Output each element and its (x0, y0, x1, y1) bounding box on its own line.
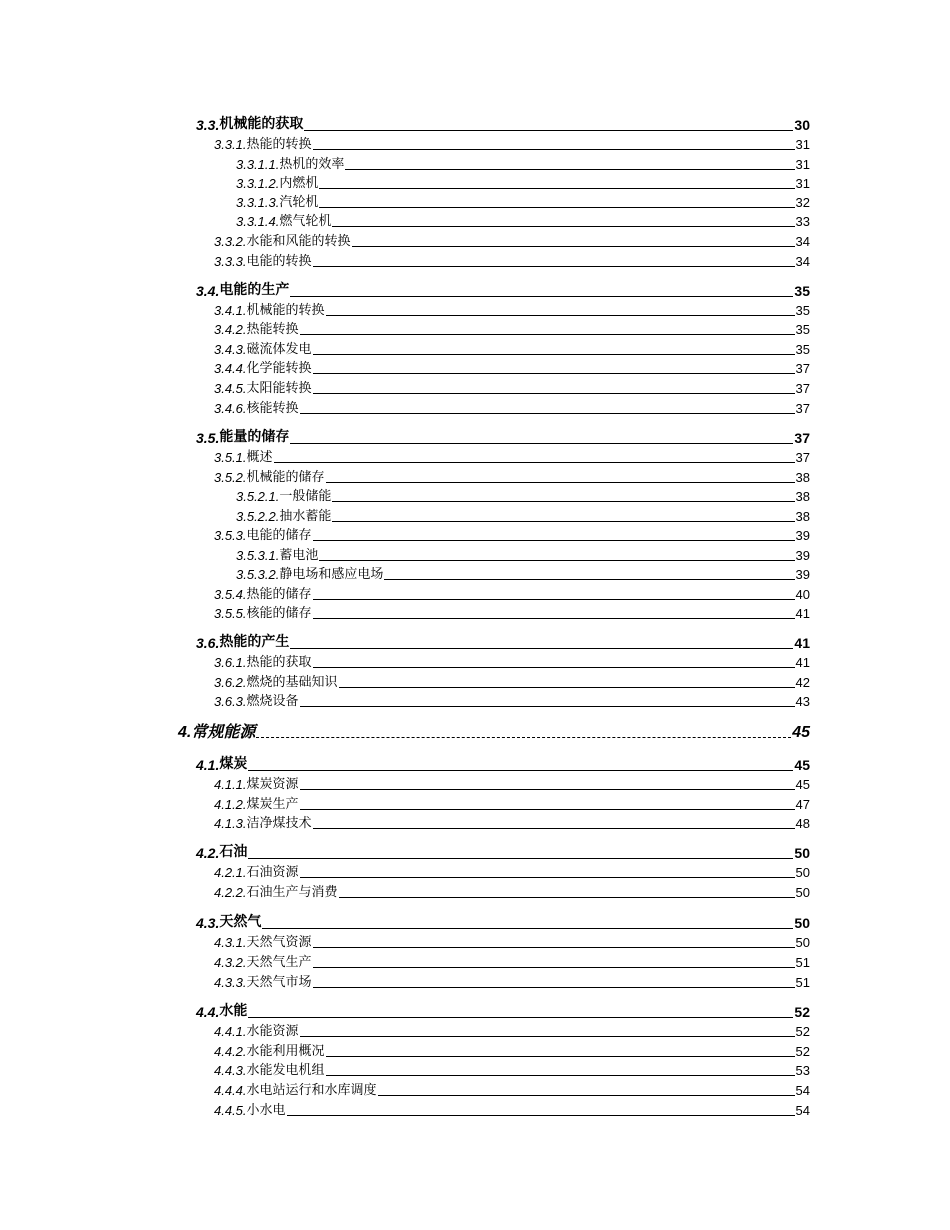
toc-entry[interactable] (214, 252, 810, 269)
toc-entry[interactable] (214, 1061, 810, 1078)
toc-page-number: 35 (795, 322, 810, 337)
toc-page-number: 50 (795, 935, 810, 950)
toc-leader-line (319, 560, 794, 561)
toc-entry-number: 3.3.1.3. (236, 195, 280, 210)
toc-entry-number: 3.5.3.1. (236, 548, 280, 563)
toc-page-number: 50 (795, 865, 810, 880)
toc-entry[interactable] (196, 843, 810, 861)
toc-entry-title: 能量的储存 (219, 429, 290, 445)
toc-entry-title: 化学能转换 (246, 361, 312, 376)
toc-entry[interactable] (214, 775, 810, 792)
toc-entry[interactable] (214, 933, 810, 950)
toc-entry-number: 3.6. (196, 635, 220, 651)
toc-entry-title: 核能转换 (246, 401, 299, 416)
toc-page-number: 31 (795, 176, 810, 191)
toc-page-number: 34 (795, 234, 810, 249)
toc-entry-title: 燃烧的基础知识 (246, 675, 338, 690)
toc-entry-title: 核能的储存 (246, 606, 312, 621)
toc-entry-title: 石油 (219, 844, 248, 860)
toc-entry-title: 天然气生产 (246, 955, 312, 970)
toc-entry-title: 常规能源 (191, 722, 256, 741)
toc-entry[interactable] (236, 487, 810, 504)
toc-page-number: 33 (795, 214, 810, 229)
toc-leader-line (290, 443, 793, 444)
toc-entry-number: 4.1.3. (214, 816, 247, 831)
toc-entry[interactable] (214, 1101, 810, 1118)
toc-page-number: 35 (795, 342, 810, 357)
toc-leader-line (304, 130, 793, 131)
toc-page-number: 32 (795, 195, 810, 210)
toc-entry[interactable] (214, 526, 810, 543)
toc-entry[interactable] (236, 174, 810, 191)
toc-entry-number: 3.5.2.1. (236, 489, 280, 504)
toc-entry-number: 3.4.1. (214, 303, 247, 318)
toc-entry-number: 4.4.5. (214, 1103, 247, 1118)
toc-leader-line (248, 858, 793, 859)
toc-entry-number: 4.4.2. (214, 1044, 247, 1059)
toc-leader-line (313, 828, 795, 829)
toc-entry[interactable] (214, 953, 810, 970)
toc-leader-line (313, 393, 795, 394)
toc-entry-title: 热能的储存 (246, 587, 312, 602)
toc-entry[interactable] (236, 565, 810, 582)
toc-entry[interactable] (236, 155, 810, 172)
toc-entry[interactable] (214, 814, 810, 831)
toc-entry[interactable] (214, 340, 810, 357)
toc-page-number: 50 (795, 885, 810, 900)
toc-page-number: 38 (795, 489, 810, 504)
toc-entry-title: 机械能的获取 (219, 116, 304, 132)
toc-entry-title: 水能 (219, 1003, 248, 1019)
toc-leader-line (313, 540, 795, 541)
toc-entry-title: 水能发电机组 (246, 1063, 325, 1078)
toc-leader-line (248, 1017, 793, 1018)
toc-entry-number: 3.4.5. (214, 381, 247, 396)
toc-page-number: 30 (794, 117, 810, 133)
toc-entry[interactable] (214, 468, 810, 485)
toc-entry-number: 4.2.2. (214, 885, 247, 900)
toc-entry-title: 一般储能 (279, 489, 332, 504)
toc-entry-title: 机械能的转换 (246, 303, 325, 318)
toc-entry-number: 3.5. (196, 430, 220, 446)
toc-entry-title: 燃气轮机 (279, 214, 332, 229)
toc-leader-line (326, 315, 795, 316)
toc-entry-title: 小水电 (246, 1103, 286, 1118)
toc-leader-line (378, 1095, 795, 1096)
toc-page-number: 39 (795, 567, 810, 582)
toc-leader-line (313, 354, 795, 355)
toc-entry-title: 机械能的储存 (246, 470, 325, 485)
toc-entry[interactable] (196, 633, 810, 651)
toc-leader-line (319, 207, 794, 208)
toc-entry[interactable] (196, 428, 810, 446)
toc-leader-line (300, 413, 795, 414)
toc-leader-line (313, 967, 795, 968)
toc-entry-number: 3.5.1. (214, 450, 247, 465)
toc-leader-line (332, 226, 794, 227)
toc-entry-title: 水电站运行和水库调度 (246, 1083, 377, 1098)
toc-leader-line (326, 1056, 795, 1057)
toc-page-number: 54 (795, 1103, 810, 1118)
toc-leader-line (319, 188, 794, 189)
toc-entry[interactable] (214, 1022, 810, 1039)
toc-leader-line (274, 462, 795, 463)
toc-entry[interactable] (214, 692, 810, 709)
toc-entry[interactable] (214, 863, 810, 880)
toc-entry-number: 4.3.2. (214, 955, 247, 970)
toc-leader-line (352, 246, 795, 247)
toc-page-number: 45 (795, 777, 810, 792)
toc-entry-title: 热能转换 (246, 322, 299, 337)
toc-entry-number: 3.5.2. (214, 470, 247, 485)
toc-entry-number: 3.6.3. (214, 694, 247, 709)
toc-entry-title: 磁流体发电 (246, 342, 312, 357)
toc-page-number: 54 (795, 1083, 810, 1098)
toc-entry-number: 3.3.2. (214, 234, 247, 249)
toc-page-number: 38 (795, 470, 810, 485)
toc-entry[interactable] (214, 379, 810, 396)
toc-entry-title: 洁净煤技术 (246, 816, 312, 831)
toc-entry-title: 水能和风能的转换 (246, 234, 351, 249)
toc-page-number: 37 (795, 401, 810, 416)
toc-page-number: 50 (794, 845, 810, 861)
toc-entry[interactable] (214, 301, 810, 318)
toc-entry-title: 石油生产与消费 (246, 885, 338, 900)
toc-entry-number: 3.4.3. (214, 342, 247, 357)
toc-entry[interactable] (214, 320, 810, 337)
toc-entry[interactable] (196, 115, 810, 133)
toc-entry-number: 3.3.1.2. (236, 176, 280, 191)
toc-entry[interactable] (236, 212, 810, 229)
toc-leader-line (300, 706, 795, 707)
toc-entry-number: 3.5.2.2. (236, 509, 280, 524)
toc-page-number: 45 (794, 757, 810, 773)
toc-leader-line (300, 334, 795, 335)
toc-page-number: 35 (795, 303, 810, 318)
toc-page-number: 51 (795, 955, 810, 970)
toc-entry-title: 水能利用概况 (246, 1044, 325, 1059)
toc-entry[interactable] (196, 913, 810, 931)
toc-entry-number: 4.4.4. (214, 1083, 247, 1098)
toc-leader-line (313, 599, 795, 600)
toc-entry-number: 4.4.3. (214, 1063, 247, 1078)
toc-entry-title: 热能的获取 (246, 655, 312, 670)
toc-leader-line (332, 521, 794, 522)
toc-entry-number: 3.5.3. (214, 528, 247, 543)
toc-leader-line (300, 877, 795, 878)
toc-page-number: 47 (795, 797, 810, 812)
toc-entry-number: 3.5.5. (214, 606, 247, 621)
toc-leader-line (339, 687, 795, 688)
toc-leader-line (384, 579, 794, 580)
toc-entry-number: 3.4.6. (214, 401, 247, 416)
toc-entry[interactable] (214, 604, 810, 621)
toc-page-number: 37 (794, 430, 810, 446)
toc-leader-line (345, 169, 794, 170)
toc-entry-title: 天然气 (219, 914, 262, 930)
toc-entry[interactable] (196, 755, 810, 773)
toc-entry-number: 3.3.3. (214, 254, 247, 269)
toc-entry-title: 太阳能转换 (246, 381, 312, 396)
toc-page-number: 50 (794, 915, 810, 931)
toc-entry-number: 4. (178, 724, 192, 741)
toc-leader-line (300, 789, 795, 790)
toc-entry[interactable] (214, 653, 810, 670)
toc-page-number: 52 (794, 1004, 810, 1020)
toc-entry[interactable] (196, 281, 810, 299)
toc-leader-line (326, 482, 795, 483)
toc-page-number: 48 (795, 816, 810, 831)
toc-entry[interactable] (196, 1002, 810, 1020)
toc-entry-number: 3.5.4. (214, 587, 247, 602)
toc-entry-title: 电能的储存 (246, 528, 312, 543)
toc-entry-number: 3.4. (196, 283, 220, 299)
toc-entry-title: 汽轮机 (279, 195, 319, 210)
toc-entry-title: 煤炭生产 (246, 797, 299, 812)
toc-page-number: 39 (795, 528, 810, 543)
toc-page-number: 39 (795, 548, 810, 563)
toc-entry-title: 概述 (246, 450, 273, 465)
toc-leader-line (313, 947, 795, 948)
toc-entry[interactable] (214, 135, 810, 152)
toc-page-number: 45 (792, 724, 810, 741)
toc-entry[interactable] (214, 359, 810, 376)
toc-entry[interactable] (214, 795, 810, 812)
toc-page-number: 43 (795, 694, 810, 709)
toc-entry-title: 燃烧设备 (246, 694, 299, 709)
toc-leader-line (339, 897, 795, 898)
toc-entry-title: 煤炭资源 (246, 777, 299, 792)
toc-entry[interactable] (214, 585, 810, 602)
toc-entry-number: 3.4.2. (214, 322, 247, 337)
toc-leader-line (313, 266, 795, 267)
toc-entry-title: 天然气资源 (246, 935, 312, 950)
toc-entry-number: 3.6.2. (214, 675, 247, 690)
toc-page-number: 31 (795, 157, 810, 172)
toc-page-number: 51 (795, 975, 810, 990)
toc-leader-line (300, 1036, 795, 1037)
toc-entry[interactable] (214, 1081, 810, 1098)
toc-entry-title: 水能资源 (246, 1024, 299, 1039)
toc-leader-line (332, 501, 794, 502)
toc-leader-line (313, 667, 795, 668)
toc-entry-title: 热能的产生 (219, 634, 290, 650)
toc-entry[interactable] (214, 448, 810, 465)
toc-leader-line (290, 648, 793, 649)
toc-entry-title: 天然气市场 (246, 975, 312, 990)
toc-entry-number: 3.3. (196, 117, 220, 133)
toc-page-number: 41 (794, 635, 810, 651)
toc-page-number: 52 (795, 1044, 810, 1059)
toc-leader-line (287, 1115, 795, 1116)
toc-entry-title: 电能的转换 (246, 254, 312, 269)
toc-entry-number: 4.1. (196, 757, 220, 773)
toc-page-number: 35 (794, 283, 810, 299)
toc-leader-line (300, 809, 795, 810)
toc-entry[interactable] (236, 193, 810, 210)
toc-entry-number: 4.3.1. (214, 935, 247, 950)
toc-page-number: 41 (795, 606, 810, 621)
toc-entry-title: 热机的效率 (279, 157, 345, 172)
toc-leader-line (313, 373, 795, 374)
toc-page-number: 42 (795, 675, 810, 690)
toc-leader-line (313, 618, 795, 619)
toc-page-number: 53 (795, 1063, 810, 1078)
toc-page-number: 40 (795, 587, 810, 602)
toc-entry-number: 3.4.4. (214, 361, 247, 376)
toc-entry[interactable] (214, 973, 810, 990)
toc-page-number: 52 (795, 1024, 810, 1039)
toc-entry-number: 4.1.2. (214, 797, 247, 812)
toc-leader-line (262, 928, 793, 929)
toc-entry[interactable] (214, 883, 810, 900)
toc-page-number: 31 (795, 137, 810, 152)
toc-entry-number: 4.2. (196, 845, 220, 861)
toc-leader-line (313, 987, 795, 988)
toc-entry-title: 热能的转换 (246, 137, 312, 152)
toc-entry-number: 4.4. (196, 1004, 220, 1020)
toc-entry-number: 3.3.1.4. (236, 214, 280, 229)
toc-entry-title: 石油资源 (246, 865, 299, 880)
toc-entry-number: 3.3.1.1. (236, 157, 280, 172)
toc-page-number: 38 (795, 509, 810, 524)
toc-entry-title: 煤炭 (219, 756, 248, 772)
toc-entry-number: 3.6.1. (214, 655, 247, 670)
toc-entry[interactable] (236, 507, 810, 524)
toc-page-number: 37 (795, 361, 810, 376)
toc-entry-title: 内燃机 (279, 176, 319, 191)
toc-entry-number: 4.1.1. (214, 777, 247, 792)
toc-entry-number: 3.3.1. (214, 137, 247, 152)
toc-entry-number: 3.5.3.2. (236, 567, 280, 582)
toc-entry-number: 4.3. (196, 915, 220, 931)
toc-entry[interactable] (214, 673, 810, 690)
toc-entry[interactable] (214, 399, 810, 416)
toc-entry-title: 蓄电池 (279, 548, 319, 563)
toc-entry-number: 4.4.1. (214, 1024, 247, 1039)
toc-leader-line (290, 296, 793, 297)
toc-entry-number: 4.3.3. (214, 975, 247, 990)
toc-entry-title: 静电场和感应电场 (279, 567, 384, 582)
toc-page-number: 34 (795, 254, 810, 269)
toc-entry[interactable] (214, 232, 810, 249)
toc-entry-title: 抽水蓄能 (279, 509, 332, 524)
toc-entry-number: 4.2.1. (214, 865, 247, 880)
toc-page-number: 37 (795, 450, 810, 465)
toc-entry[interactable] (236, 546, 810, 563)
toc-leader-line (313, 149, 795, 150)
toc-page-number: 37 (795, 381, 810, 396)
toc-entry[interactable] (178, 722, 810, 742)
toc-leader-line (326, 1075, 795, 1076)
toc-leader-line (248, 770, 793, 771)
toc-page-number: 41 (795, 655, 810, 670)
toc-leader-line (256, 737, 791, 738)
toc-entry[interactable] (214, 1042, 810, 1059)
toc-entry-title: 电能的生产 (219, 282, 290, 298)
